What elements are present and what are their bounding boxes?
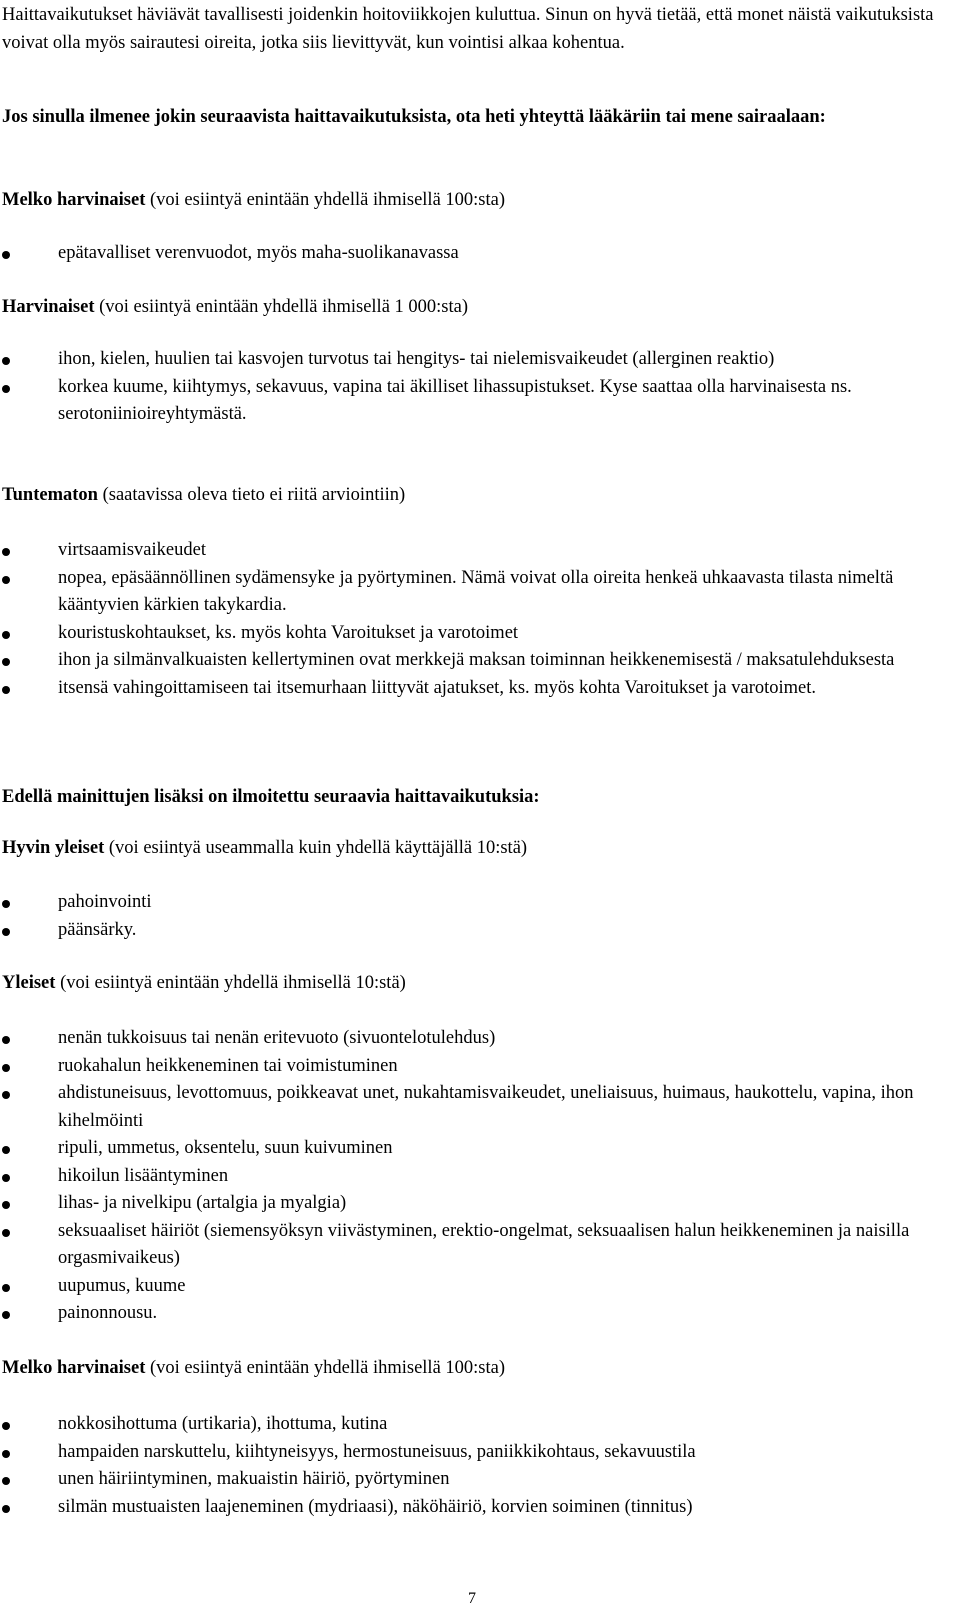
list-item: ihon, kielen, huulien tai kasvojen turvotus tai hengitys- tai nielemisvaikeudet (allerginen reaktio) <box>2 346 942 374</box>
bullet-icon <box>2 686 10 694</box>
bullet-icon <box>2 631 10 639</box>
bullet-icon <box>2 1229 10 1237</box>
bullet-icon <box>2 1311 10 1319</box>
frequency-heading-rare: Harvinaiset (voi esiintyä enintään yhdellä ihmisellä 1 000:sta) <box>2 297 469 317</box>
list-item: ahdistuneisuus, levottomuus, poikkeavat unet, nukahtamisvaikeudet, uneliaisuus, huimaus, haukottelu, vapina, ihon kihelmöinti <box>2 1080 942 1135</box>
bullet-icon <box>2 1201 10 1209</box>
uncommon-serious-list <box>2 240 942 268</box>
list-item: lihas- ja nivelkipu (artalgia ja myalgia) <box>2 1190 942 1218</box>
bullet-icon <box>2 576 10 584</box>
list-item: epätavalliset verenvuodot, myös maha-suolikanavassa <box>2 240 942 268</box>
list-item: seksuaaliset häiriöt (siemensyöksyn viivästyminen, erektio-ongelmat, seksuaalisen halun heikkeneminen ja naisilla orgasmivaikeus) <box>2 1218 942 1273</box>
list-item: hampaiden narskuttelu, kiihtyneisyys, hermostuneisuus, paniikkikohtaus, sekavuustila <box>2 1439 942 1467</box>
list-item: nopea, epäsäännöllinen sydämensyke ja pyörtyminen. Nämä voivat olla oireita henkeä uhkaavasta tilasta nimeltä kääntyvien kärkien takykardia. <box>2 565 942 620</box>
list-item: korkea kuume, kiihtymys, sekavuus, vapina tai äkilliset lihassupistukset. Kyse saattaa olla harvinaisesta ns. serotoniinioireyhtymästä. <box>2 374 942 429</box>
bullet-icon <box>2 1174 10 1182</box>
list-item: itsensä vahingoittamiseen tai itsemurhaan liittyvät ajatukset, ks. myös kohta Varoitukset ja varotoimet. <box>2 675 942 703</box>
list-item: hikoilun lisääntyminen <box>2 1163 942 1191</box>
list-item: ihon ja silmänvalkuaisten kellertyminen ovat merkkejä maksan toiminnan heikkenemisestä / maksatulehduksesta <box>2 647 942 675</box>
bullet-icon <box>2 1284 10 1292</box>
uncommon-list <box>2 1411 942 1521</box>
bullet-icon <box>2 1450 10 1458</box>
bullet-icon <box>2 357 10 365</box>
bullet-icon <box>2 1064 10 1072</box>
bullet-icon <box>2 251 10 259</box>
page-number: 7 <box>468 1590 476 1607</box>
bullet-icon <box>2 1146 10 1154</box>
list-item: unen häiriintyminen, makuaistin häiriö, pyörtyminen <box>2 1466 942 1494</box>
list-item: virtsaamisvaikeudet <box>2 537 942 565</box>
bullet-icon <box>2 1036 10 1044</box>
bullet-icon <box>2 1091 10 1099</box>
frequency-heading-uncommon-2: Melko harvinaiset (voi esiintyä enintään yhdellä ihmisellä 100:sta) <box>2 1358 506 1378</box>
bullet-icon <box>2 900 10 908</box>
list-item: ripuli, ummetus, oksentelu, suun kuivuminen <box>2 1135 942 1163</box>
list-item: päänsärky. <box>2 917 942 945</box>
bullet-icon <box>2 1422 10 1430</box>
common-list <box>2 1025 942 1328</box>
rare-serious-list <box>2 346 942 429</box>
bullet-icon <box>2 928 10 936</box>
frequency-heading-very-common: Hyvin yleiset (voi esiintyä useammalla kuin yhdellä käyttäjällä 10:stä) <box>2 838 528 858</box>
bullet-icon <box>2 658 10 666</box>
list-item: kouristuskohtaukset, ks. myös kohta Varoitukset ja varotoimet <box>2 620 942 648</box>
additional-heading: Edellä mainittujen lisäksi on ilmoitettu seuraavia haittavaikutuksia: <box>2 787 540 807</box>
list-item: ruokahalun heikkeneminen tai voimistuminen <box>2 1053 942 1081</box>
bullet-icon <box>2 1505 10 1513</box>
unknown-serious-list <box>2 537 942 702</box>
frequency-heading-common: Yleiset (voi esiintyä enintään yhdellä ihmisellä 10:stä) <box>2 973 406 993</box>
bullet-icon <box>2 548 10 556</box>
list-item: nokkosihottuma (urtikaria), ihottuma, kutina <box>2 1411 942 1439</box>
warning-heading: Jos sinulla ilmenee jokin seuraavista haittavaikutuksista, ota heti yhteyttä lääkäriin tai mene sairaalaan: <box>2 107 826 127</box>
frequency-heading-unknown: Tuntematon (saatavissa oleva tieto ei riitä arviointiin) <box>2 485 406 505</box>
frequency-heading-uncommon: Melko harvinaiset (voi esiintyä enintään yhdellä ihmisellä 100:sta) <box>2 190 506 210</box>
bullet-icon <box>2 1477 10 1485</box>
intro-paragraph: Haittavaikutukset häviävät tavallisesti joidenkin hoitoviikkojen kuluttua. Sinun on hyvä tietää, että monet näistä vaikutuksista voivat olla myös sairautesi oireita, jotka siis lievittyvät, kun vointisi alkaa kohentua. <box>2 5 934 53</box>
list-item: pahoinvointi <box>2 889 942 917</box>
list-item: nenän tukkoisuus tai nenän eritevuoto (sivuontelotulehdus) <box>2 1025 942 1053</box>
list-item: uupumus, kuume <box>2 1273 942 1301</box>
bullet-icon <box>2 385 10 393</box>
very-common-list <box>2 889 942 944</box>
list-item: painonnousu. <box>2 1300 942 1328</box>
list-item: silmän mustuaisten laajeneminen (mydriaasi), näköhäiriö, korvien soiminen (tinnitus) <box>2 1494 942 1522</box>
